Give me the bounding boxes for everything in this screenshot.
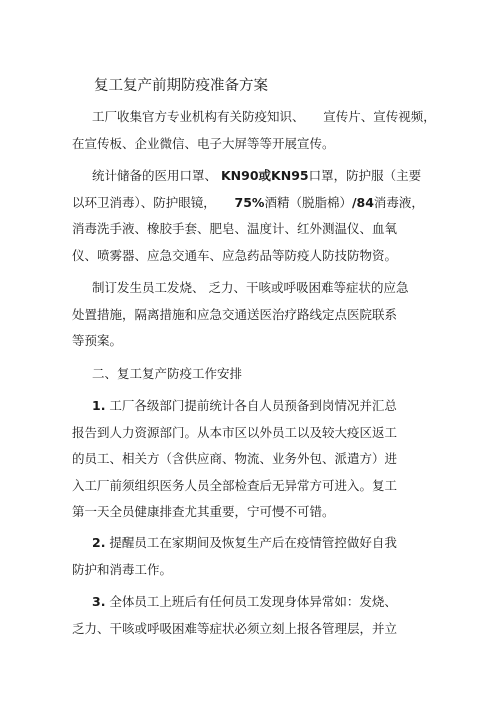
text-line: 入工厂前须组织医务人员全部检查后无异常方可进入。复工 <box>72 477 398 493</box>
paragraph-emergency-plan <box>72 275 422 355</box>
paragraph-item-1 <box>72 393 422 526</box>
text-line: 处置措施，隔离措施和应急交通送医治疗路线定点医院联系 <box>72 306 398 322</box>
text-line: 第一天全员健康排查尤其重要，宁可慢不可错。 <box>72 504 335 519</box>
paragraph-supplies <box>72 163 422 269</box>
text-line: 统计储备的医用口罩、 KN90或KN95口罩，防护服（主要 <box>92 168 422 183</box>
text-line: 报告到人力资源部门。从本市区以外员工以及较大疫区返工 <box>72 424 398 440</box>
text-line: 等预案。 <box>72 333 123 348</box>
text-line: 工厂收集官方专业机构有关防疫知识、 宣传片、宣传视频， <box>92 109 436 124</box>
text-line: 在宣传板、企业微信、电子大屏等等开展宣传。 <box>72 135 335 151</box>
text-line: 防护和消毒工作。 <box>72 561 173 577</box>
text-line: 以环卫消毒）、防护眼镜， 75%酒精（脱脂棉）/84消毒液， <box>72 194 424 210</box>
document-title: 复工复产前期防疫准备方案 <box>94 78 268 94</box>
paragraph-item-3 <box>72 589 422 642</box>
text-line: 3. 全体员工上班后有任何员工发现身体异常如：发烧、 <box>92 594 397 609</box>
text-line: 的员工、相关方（含供应商、物流、业务外包、派遣方）进 <box>72 451 398 466</box>
section-heading <box>72 361 422 388</box>
paragraph-awareness <box>72 104 436 157</box>
text-line: 制订发生员工发烧、 乏力、干咳或呼吸困难等症状的应急 <box>92 280 409 295</box>
text-line: 2. 提醒员工在家期间及恢复生产后在疫情管控做好自我 <box>92 535 397 550</box>
text-line: 乏力、干咳或呼吸困难等症状必须立刻上报各管理层，并立 <box>72 620 398 636</box>
text-line: 1. 工厂各级部门提前统计各自人员预备到岗情况并汇总 <box>92 398 397 413</box>
text-line: 仪、喷雾器、应急交通车、应急药品等防疫人防技防物资。 <box>72 247 398 263</box>
text-line: 消毒洗手液、橡胶手套、肥皂、温度计、红外测温仪、血氧 <box>72 221 398 236</box>
text-line: 二、复工复产防疫工作安排 <box>92 366 243 381</box>
paragraph-item-2 <box>72 530 422 583</box>
